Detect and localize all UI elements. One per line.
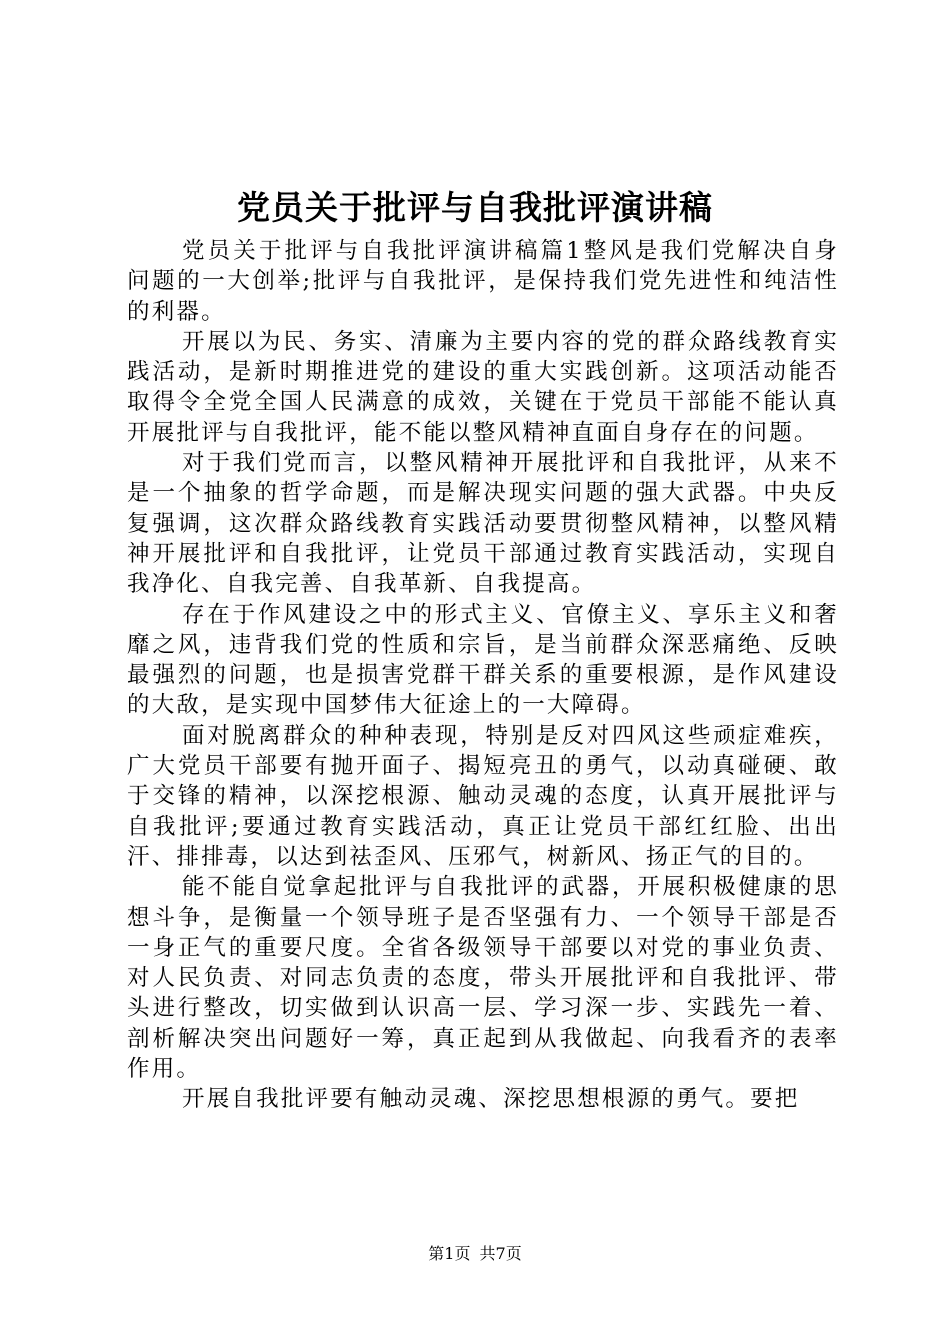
paragraph: 面对脱离群众的种种表现，特别是反对四风这些顽症难疾，广大党员干部要有抛开面子、揭短亮丑的勇气，以动真碰硬、敢于交锋的精神，以深挖根源、触动灵魂的态度，认真开展批评与自我批评;要通过教育实践活动，真正让党员干部红红脸、出出汗、排排毒，以达到祛歪风、压邪气，树新风、扬正气的目的。: [127, 722, 839, 870]
paragraph: 存在于作风建设之中的形式主义、官僚主义、享乐主义和奢靡之风，违背我们党的性质和宗旨，是当前群众深恶痛绝、反映最强烈的问题，也是损害党群干群关系的重要根源，是作风建设的大敌，是实现中国梦伟大征途上的一大障碍。: [127, 601, 839, 719]
paragraph: 党员关于批评与自我批评演讲稿篇1整风是我们党解决自身问题的一大创举;批评与自我批评，是保持我们党先进性和纯洁性的利器。: [127, 238, 839, 325]
document-body: [127, 236, 839, 1115]
page-footer: [0, 1244, 950, 1264]
page-number: 第1页: [428, 1244, 471, 1263]
paragraph: 开展以为民、务实、清廉为主要内容的党的群众路线教育实践活动，是新时期推进党的建设的重大实践创新。这项活动能否取得令全党全国人民满意的成效，关键在于党员干部能不能认真开展批评与自我批评，能不能以整风精神直面自身存在的问题。: [127, 328, 839, 446]
paragraph: 能不能自觉拿起批评与自我批评的武器，开展积极健康的思想斗争，是衡量一个领导班子是否坚强有力、一个领导干部是否一身正气的重要尺度。全省各级领导干部要以对党的事业负责、对人民负责、对同志负责的态度，带头开展批评和自我批评、带头进行整改，切实做到认识高一层、学习深一步、实践先一着、剖析解决突出问题好一筹，真正起到从我做起、向我看齐的表率作用。: [127, 874, 839, 1083]
paragraph: 对于我们党而言，以整风精神开展批评和自我批评，从来不是一个抽象的哲学命题，而是解决现实问题的强大武器。中央反复强调，这次群众路线教育实践活动要贯彻整风精神，以整风精神开展批评和自我批评，让党员干部通过教育实践活动，实现自我净化、自我完善、自我革新、自我提高。: [127, 450, 839, 598]
page-count: 共7页: [479, 1244, 522, 1263]
document-title: 党员关于批评与自我批评演讲稿: [237, 188, 713, 227]
paragraph: 开展自我批评要有触动灵魂、深挖思想根源的勇气。要把: [182, 1086, 800, 1113]
